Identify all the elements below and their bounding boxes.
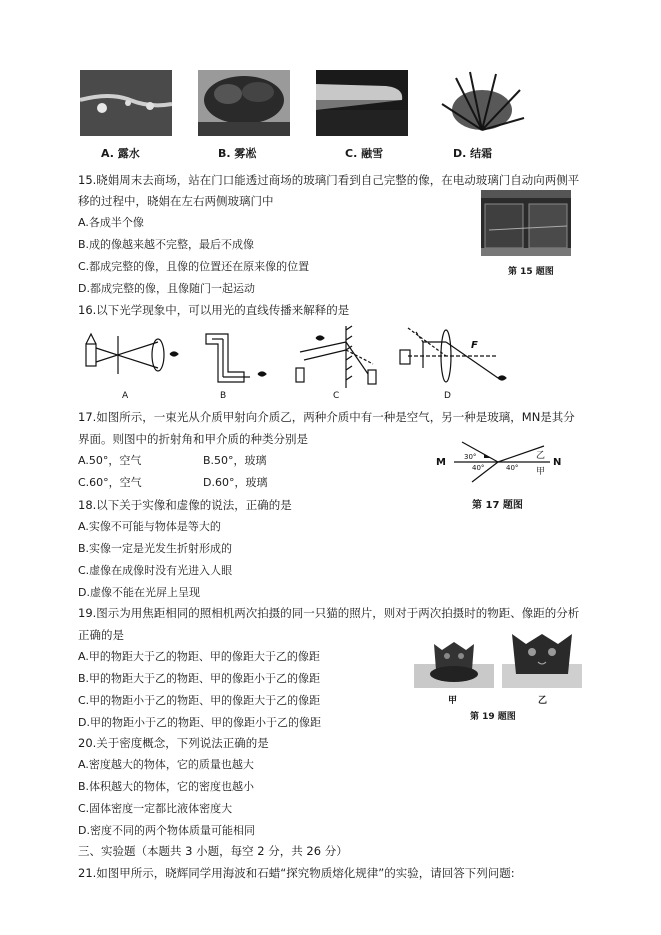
q19-option-c: C.甲的物距小于乙的物距、甲的像距大于乙的像距: [78, 694, 321, 707]
q15-figure-glass-door: [481, 190, 571, 256]
q17-fig-n: N: [553, 457, 562, 468]
q19-figure-cat-jia: [414, 630, 494, 688]
q17-stem-line2: 界面。则图中的折射角和甲介质的种类分别是: [78, 432, 308, 446]
q15-option-a: A.各成半个像: [78, 216, 144, 229]
q19-option-a: A.甲的物距大于乙的物距、甲的像距大于乙的像距: [78, 650, 320, 663]
q16-fig-c-mirror: [296, 326, 376, 388]
q15-option-b: B.成的像越来越不完整，最后不成像: [78, 238, 255, 251]
q16-fig-d-lens: [400, 328, 506, 382]
q17-option-a: A.50°，空气: [78, 454, 142, 467]
q20-option-c: C.固体密度一定都比液体密度大: [78, 802, 233, 815]
q19-option-d: D.甲的物距小于乙的物距、甲的像距小于乙的像距: [78, 716, 321, 729]
q15-stem-line1: 15.晓娟周末去商场，站在门口能透过商场的玻璃门看到自己完整的像，在电动玻璃门自动向两侧平: [78, 173, 580, 187]
q16-fig-a-pinhole: [86, 334, 178, 374]
q17-fig-angle-40-right: 40°: [506, 464, 519, 472]
q19-figure-caption: 第 19 题图: [470, 712, 516, 722]
q20-option-d: D.密度不同的两个物体质量可能相同: [78, 824, 255, 837]
photo-dew: [80, 70, 172, 136]
photo-caption-b: B. 雾凇: [218, 147, 257, 160]
q18-option-a: A.实像不可能与物体是等大的: [78, 520, 221, 533]
q16-figure: [78, 322, 518, 402]
q15-option-c: C.都成完整的像，且像的位置还在原来像的位置: [78, 260, 310, 273]
q15-stem-line2: 移的过程中，晓娟在左右两侧玻璃门中: [78, 194, 274, 208]
photo-frost: [436, 70, 528, 136]
q18-option-c: C.虚像在成像时没有光进入人眼: [78, 564, 233, 577]
q21-stem: 21.如图甲所示，晓辉同学用海波和石蜡“探究物质熔化规律”的实验，请回答下列问题:: [78, 866, 515, 880]
q17-option-b: B.50°，玻璃: [203, 454, 267, 467]
q17-stem-line1: 17.如图所示，一束光从介质甲射向介质乙，两种介质中有一种是空气，另一种是玻璃，MN是其分: [78, 410, 575, 424]
q20-stem: 20.关于密度概念，下列说法正确的是: [78, 736, 269, 750]
q18-option-b: B.实像一定是光发生折射形成的: [78, 542, 233, 555]
q17-fig-jia: 甲: [536, 467, 546, 477]
q19-label-jia: 甲: [448, 696, 458, 706]
photo-caption-c: C. 融雪: [345, 147, 384, 160]
q17-option-d: D.60°，玻璃: [203, 476, 268, 489]
q15-figure-caption: 第 15 题图: [508, 267, 554, 277]
photo-melting-snow: [316, 70, 408, 136]
q17-option-c: C.60°，空气: [78, 476, 142, 489]
q17-fig-angle-30: 30°: [464, 453, 477, 461]
q17-fig-angle-40-left: 40°: [472, 464, 485, 472]
q16-lens-f-label: F: [471, 340, 478, 351]
q18-option-d: D.虚像不能在光屏上呈现: [78, 586, 200, 599]
q18-stem: 18.以下关于实像和虚像的说法，正确的是: [78, 498, 292, 512]
q19-stem-line2: 正确的是: [78, 628, 124, 642]
section-3-title: 三、实验题（本题共 3 小题，每空 2 分，共 26 分）: [78, 844, 348, 858]
q20-option-a: A.密度越大的物体，它的质量也越大: [78, 758, 254, 771]
q16-label-c: C: [333, 391, 340, 401]
q19-stem-line1: 19.图示为用焦距相同的照相机两次拍摄的同一只猫的照片，则对于两次拍摄时的物距、像距的分析: [78, 606, 580, 620]
q20-option-b: B.体积越大的物体，它的密度也越小: [78, 780, 255, 793]
q17-figure-refraction: [432, 438, 564, 486]
q19-figure-cat-yi: [502, 626, 582, 688]
photo-caption-a: A. 露水: [101, 147, 140, 160]
photo-rime: [198, 70, 290, 136]
q19-label-yi: 乙: [538, 696, 548, 706]
q16-label-d: D: [444, 391, 451, 401]
q16-label-a: A: [122, 391, 129, 401]
q17-fig-yi: 乙: [536, 451, 546, 461]
q16-label-b: B: [220, 391, 227, 401]
q19-option-b: B.甲的物距大于乙的物距、甲的像距小于乙的像距: [78, 672, 321, 685]
q16-stem: 16.以下光学现象中，可以用光的直线传播来解释的是: [78, 303, 350, 317]
q17-fig-m: M: [436, 457, 446, 468]
photo-caption-d: D. 结霜: [453, 147, 493, 160]
q16-fig-b-periscope: [206, 334, 266, 382]
q17-figure-caption: 第 17 题图: [472, 500, 523, 511]
q15-option-d: D.都成完整的像，且像随门一起运动: [78, 282, 255, 295]
